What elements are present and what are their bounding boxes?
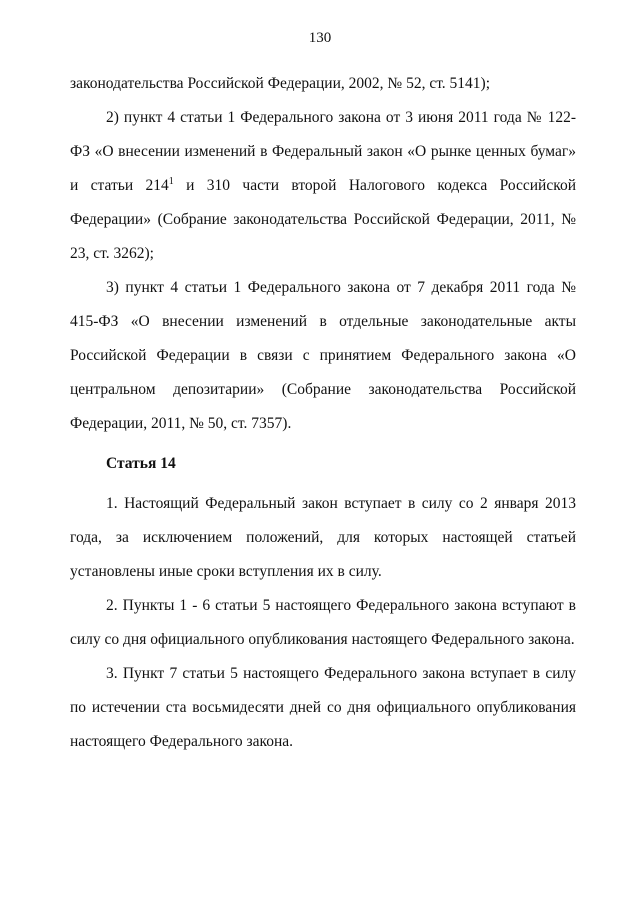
superscript-mark: 1 xyxy=(168,176,174,187)
paragraph-article-2: 2. Пункты 1 - 6 статьи 5 настоящего Федерального закона вступают в силу со дня официального опубликования настоящего Федерального закона. xyxy=(70,597,576,648)
paragraph-article-1: 1. Настоящий Федеральный закон вступает в силу со 2 января 2013 года, за исключением положений, для которых настоящей статьей установлены иные сроки вступления их в силу. xyxy=(70,495,576,580)
paragraph-continuation: законодательства Российской Федерации, 2002, № 52, ст. 5141); xyxy=(70,75,491,92)
paragraph-article-3: 3. Пункт 7 статьи 5 настоящего Федерального закона вступает в силу по истечении ста восьмидесяти дней со дня официального опубликования настоящего Федерального закона. xyxy=(70,665,576,750)
paragraph-item-2-text-b: и 310 части второй Налогового кодекса Российской Федерации» (Собрание законодательства Российской Федерации, 2011, № 23, ст. 3262); xyxy=(70,177,576,262)
paragraph-item-2 xyxy=(70,101,576,271)
paragraph-item-2-text-a: 2) пункт 4 статьи 1 Федерального закона от 3 июня 2011 года № 122-ФЗ «О внесении изменений в Федеральный закон «О рынке ценных бумаг» и статьи 214 xyxy=(70,109,576,194)
article-heading: Статья 14 xyxy=(106,455,176,472)
page-number: 130 xyxy=(308,30,332,46)
paragraph-item-3: 3) пункт 4 статьи 1 Федерального закона от 7 декабря 2011 года № 415-ФЗ «О внесении изменений в отдельные законодательные акты Российской Федерации в связи с принятием Федерального закона «О центральном депозитарии» (Собрание законодательства Российской Федерации, 2011, № 50, ст. 7357). xyxy=(70,279,576,432)
document-body xyxy=(70,67,576,759)
